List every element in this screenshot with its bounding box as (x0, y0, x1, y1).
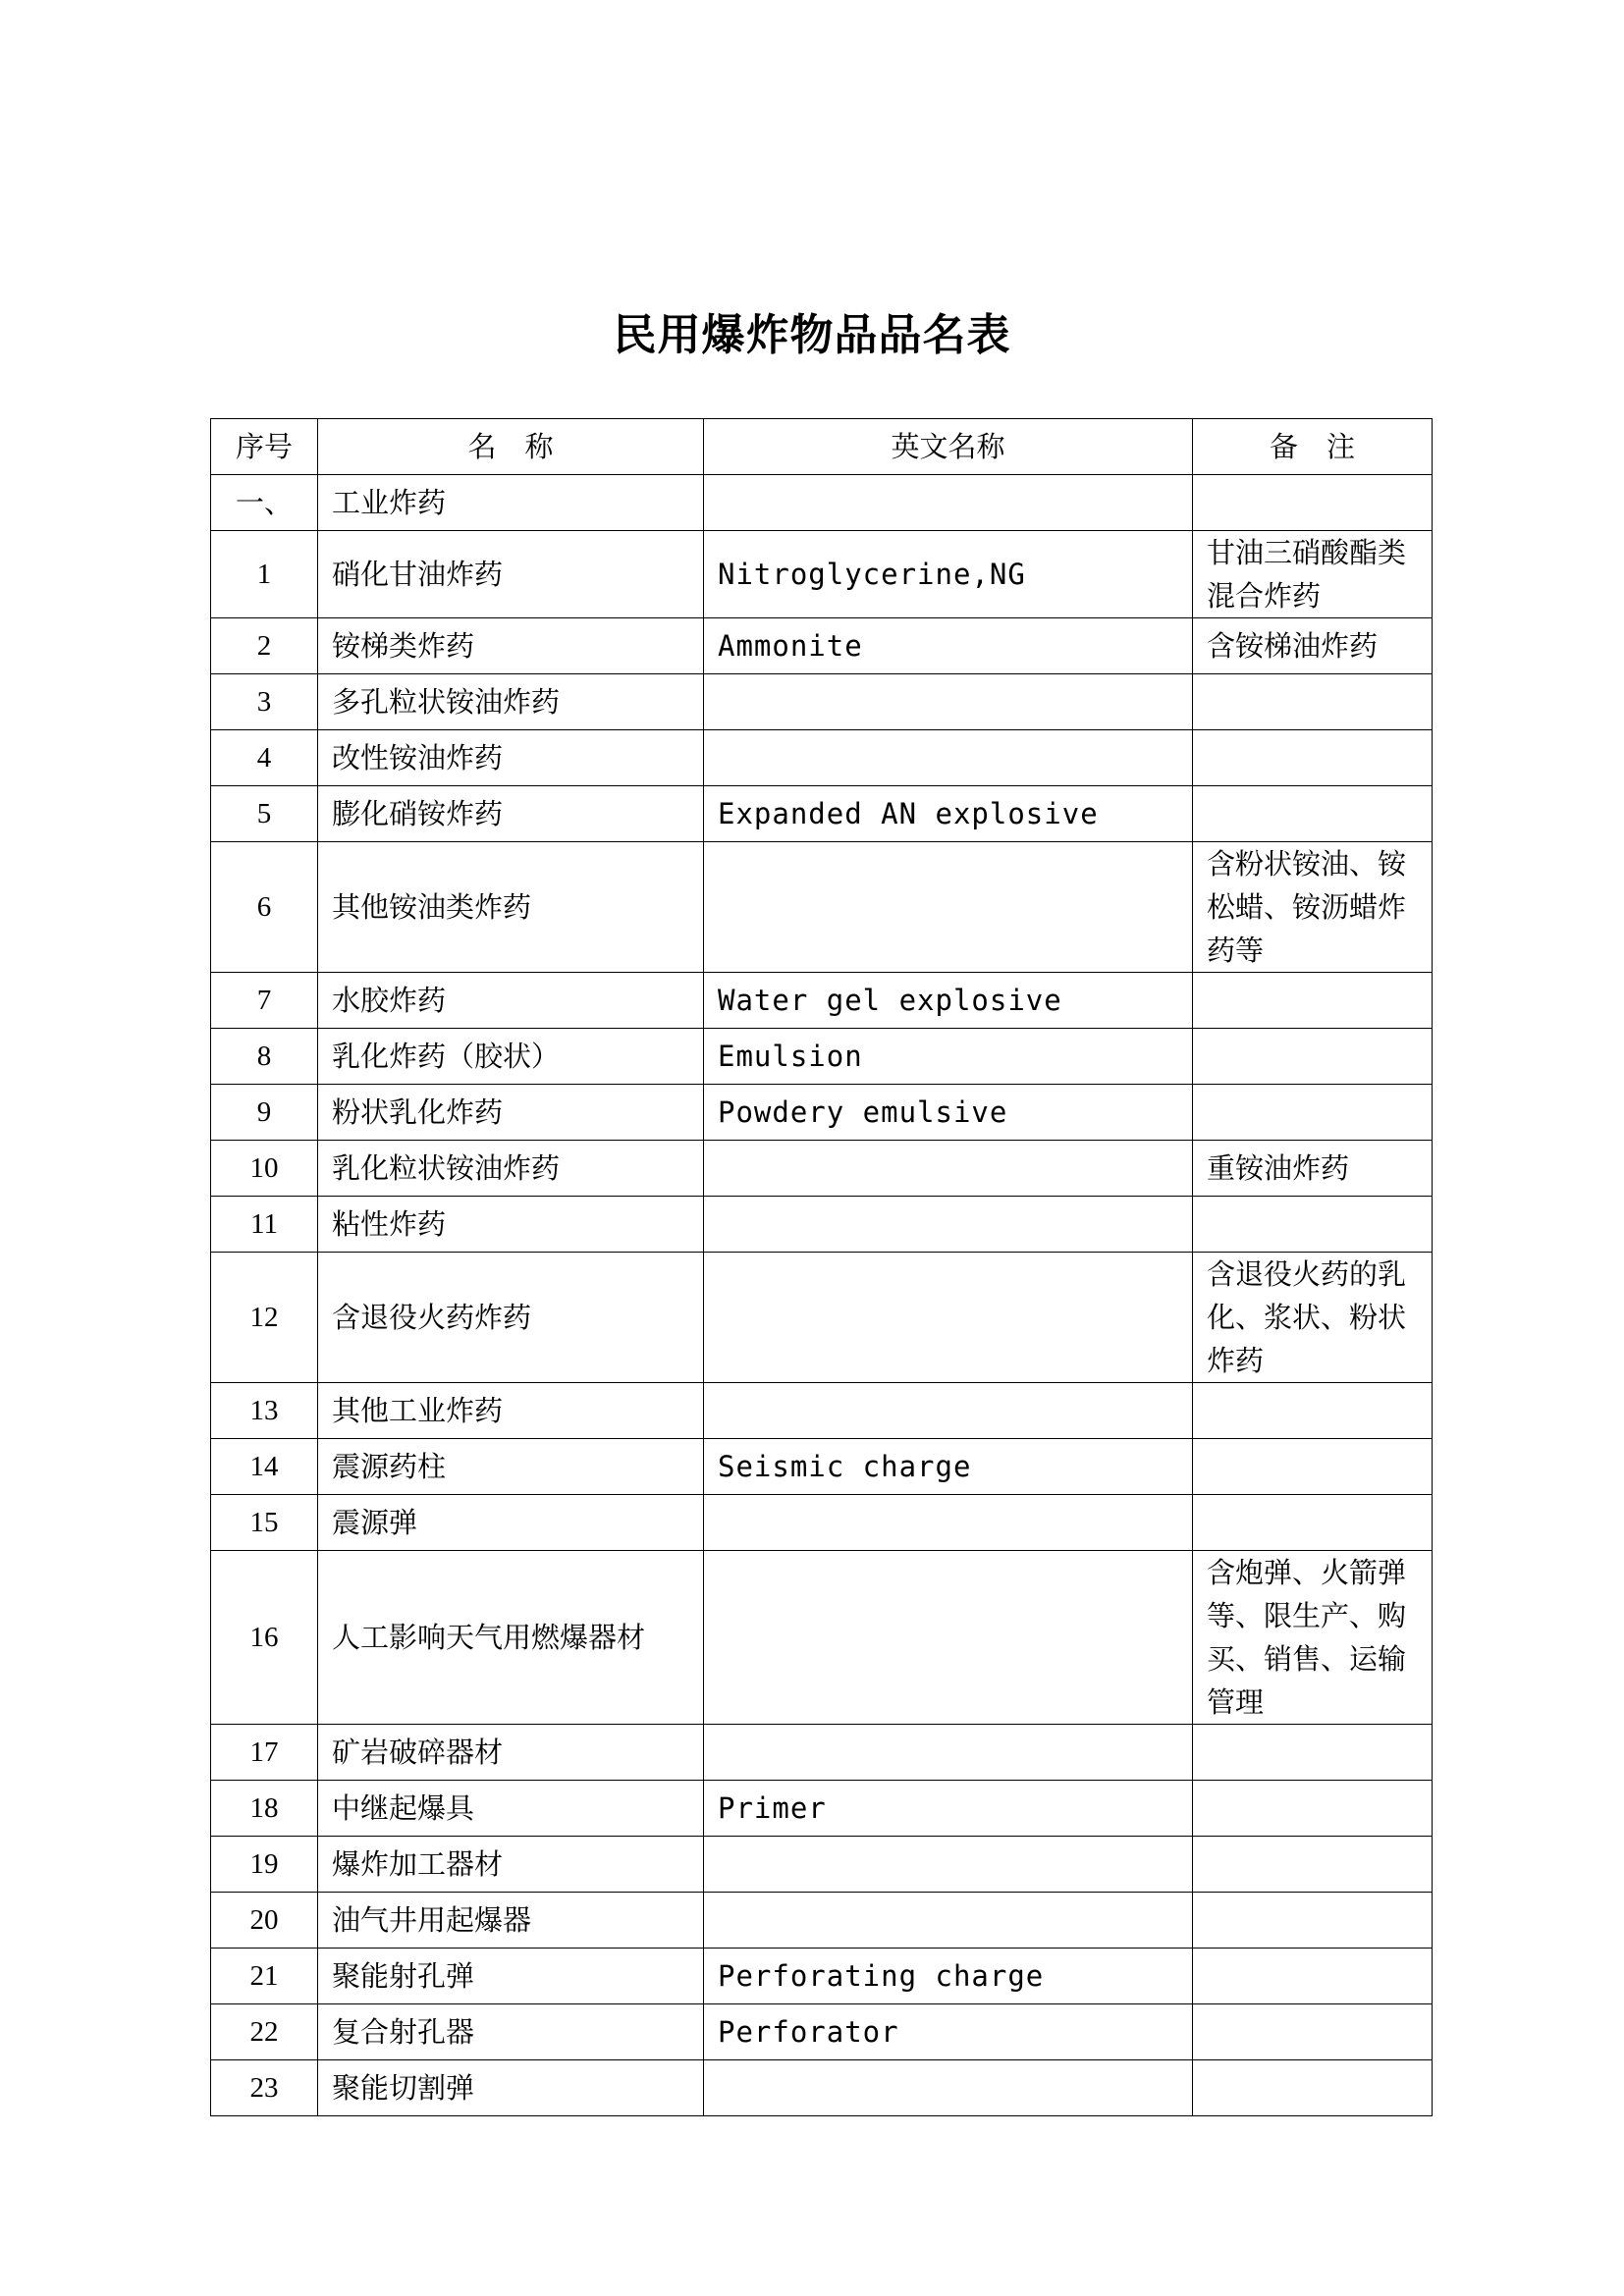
table-row (211, 1837, 1433, 1893)
row-note (1193, 1725, 1433, 1781)
section-name: 工业炸药 (318, 475, 704, 531)
row-name: 含退役火药炸药 (318, 1253, 704, 1383)
explosives-table (210, 418, 1433, 2116)
row-english (704, 674, 1193, 730)
table-row (211, 531, 1433, 618)
row-english (704, 1725, 1193, 1781)
row-note (1193, 1439, 1433, 1495)
row-name: 震源弹 (318, 1495, 704, 1551)
row-note: 含炮弹、火箭弹等、限生产、购买、销售、运输管理 (1193, 1551, 1433, 1725)
row-english: Primer (704, 1781, 1193, 1837)
row-name: 膨化硝铵炸药 (318, 786, 704, 842)
table-row (211, 1029, 1433, 1085)
header-no: 序号 (211, 419, 318, 475)
row-name: 油气井用起爆器 (318, 1893, 704, 1949)
section-english (704, 475, 1193, 531)
header-row (211, 419, 1433, 475)
row-no: 7 (211, 973, 318, 1029)
row-note (1193, 973, 1433, 1029)
row-note (1193, 674, 1433, 730)
row-name: 多孔粒状铵油炸药 (318, 674, 704, 730)
row-no: 11 (211, 1197, 318, 1253)
row-no: 12 (211, 1253, 318, 1383)
header-name: 名 称 (318, 419, 704, 475)
row-no: 1 (211, 531, 318, 618)
table-row (211, 2060, 1433, 2116)
row-name: 震源药柱 (318, 1439, 704, 1495)
row-name: 水胶炸药 (318, 973, 704, 1029)
row-note (1193, 1085, 1433, 1141)
table-row (211, 1253, 1433, 1383)
row-name: 其他铵油类炸药 (318, 842, 704, 973)
row-english (704, 842, 1193, 973)
row-note (1193, 1949, 1433, 2004)
row-no: 5 (211, 786, 318, 842)
table-row (211, 1439, 1433, 1495)
page-title: 民用爆炸物品品名表 (613, 310, 1011, 360)
row-no: 17 (211, 1725, 318, 1781)
table-row (211, 730, 1433, 786)
row-note (1193, 1495, 1433, 1551)
row-name: 人工影响天气用燃爆器材 (318, 1551, 704, 1725)
row-no: 21 (211, 1949, 318, 2004)
row-name: 聚能射孔弹 (318, 1949, 704, 2004)
header-english: 英文名称 (704, 419, 1193, 475)
row-no: 22 (211, 2004, 318, 2060)
row-no: 16 (211, 1551, 318, 1725)
table-row (211, 674, 1433, 730)
row-name: 硝化甘油炸药 (318, 531, 704, 618)
row-note (1193, 1781, 1433, 1837)
row-note: 含铵梯油炸药 (1193, 618, 1433, 674)
row-note (1193, 2060, 1433, 2116)
row-no: 8 (211, 1029, 318, 1085)
row-name: 乳化炸药（胶状） (318, 1029, 704, 1085)
table-row (211, 1893, 1433, 1949)
row-english: Perforating charge (704, 1949, 1193, 2004)
row-note (1193, 1029, 1433, 1085)
row-name: 改性铵油炸药 (318, 730, 704, 786)
table-row (211, 1495, 1433, 1551)
row-no: 9 (211, 1085, 318, 1141)
table-row (211, 973, 1433, 1029)
row-note (1193, 1893, 1433, 1949)
row-no: 14 (211, 1439, 318, 1495)
row-note (1193, 1197, 1433, 1253)
row-name: 复合射孔器 (318, 2004, 704, 2060)
table-row (211, 1085, 1433, 1141)
row-name: 其他工业炸药 (318, 1383, 704, 1439)
table-row (211, 1141, 1433, 1197)
section-note (1193, 475, 1433, 531)
table-row (211, 1725, 1433, 1781)
table-row (211, 786, 1433, 842)
row-english (704, 1383, 1193, 1439)
row-english: Perforator (704, 2004, 1193, 2060)
row-name: 聚能切割弹 (318, 2060, 704, 2116)
row-note: 甘油三硝酸酯类混合炸药 (1193, 531, 1433, 618)
table-row (211, 1551, 1433, 1725)
row-english: Water gel explosive (704, 973, 1193, 1029)
table-row (211, 1197, 1433, 1253)
row-no: 4 (211, 730, 318, 786)
row-name: 爆炸加工器材 (318, 1837, 704, 1893)
table-row (211, 2004, 1433, 2060)
table-row (211, 1781, 1433, 1837)
row-english (704, 1253, 1193, 1383)
row-english (704, 1893, 1193, 1949)
row-no: 15 (211, 1495, 318, 1551)
row-note (1193, 1383, 1433, 1439)
row-note: 重铵油炸药 (1193, 1141, 1433, 1197)
row-name: 铵梯类炸药 (318, 618, 704, 674)
row-no: 10 (211, 1141, 318, 1197)
row-note (1193, 730, 1433, 786)
table-row (211, 618, 1433, 674)
table-row (211, 1383, 1433, 1439)
row-english (704, 1551, 1193, 1725)
row-english (704, 1837, 1193, 1893)
row-no: 6 (211, 842, 318, 973)
row-note (1193, 1837, 1433, 1893)
row-english: Seismic charge (704, 1439, 1193, 1495)
row-english (704, 2060, 1193, 2116)
row-note: 含粉状铵油、铵松蜡、铵沥蜡炸药等 (1193, 842, 1433, 973)
row-no: 2 (211, 618, 318, 674)
row-name: 粉状乳化炸药 (318, 1085, 704, 1141)
row-english: Expanded AN explosive (704, 786, 1193, 842)
row-english: Nitroglycerine,NG (704, 531, 1193, 618)
table-row (211, 1949, 1433, 2004)
row-no: 23 (211, 2060, 318, 2116)
row-name: 中继起爆具 (318, 1781, 704, 1837)
table-row (211, 842, 1433, 973)
row-name: 矿岩破碎器材 (318, 1725, 704, 1781)
row-note (1193, 786, 1433, 842)
row-english: Emulsion (704, 1029, 1193, 1085)
row-no: 20 (211, 1893, 318, 1949)
row-english (704, 730, 1193, 786)
row-english (704, 1141, 1193, 1197)
row-note: 含退役火药的乳化、浆状、粉状炸药 (1193, 1253, 1433, 1383)
row-english: Ammonite (704, 618, 1193, 674)
row-note (1193, 2004, 1433, 2060)
row-name: 粘性炸药 (318, 1197, 704, 1253)
row-english (704, 1197, 1193, 1253)
section-no: 一、 (211, 475, 318, 531)
row-no: 19 (211, 1837, 318, 1893)
header-note: 备 注 (1193, 419, 1433, 475)
row-no: 13 (211, 1383, 318, 1439)
row-no: 18 (211, 1781, 318, 1837)
row-no: 3 (211, 674, 318, 730)
row-english (704, 1495, 1193, 1551)
row-english: Powdery emulsive (704, 1085, 1193, 1141)
row-name: 乳化粒状铵油炸药 (318, 1141, 704, 1197)
section-row (211, 475, 1433, 531)
